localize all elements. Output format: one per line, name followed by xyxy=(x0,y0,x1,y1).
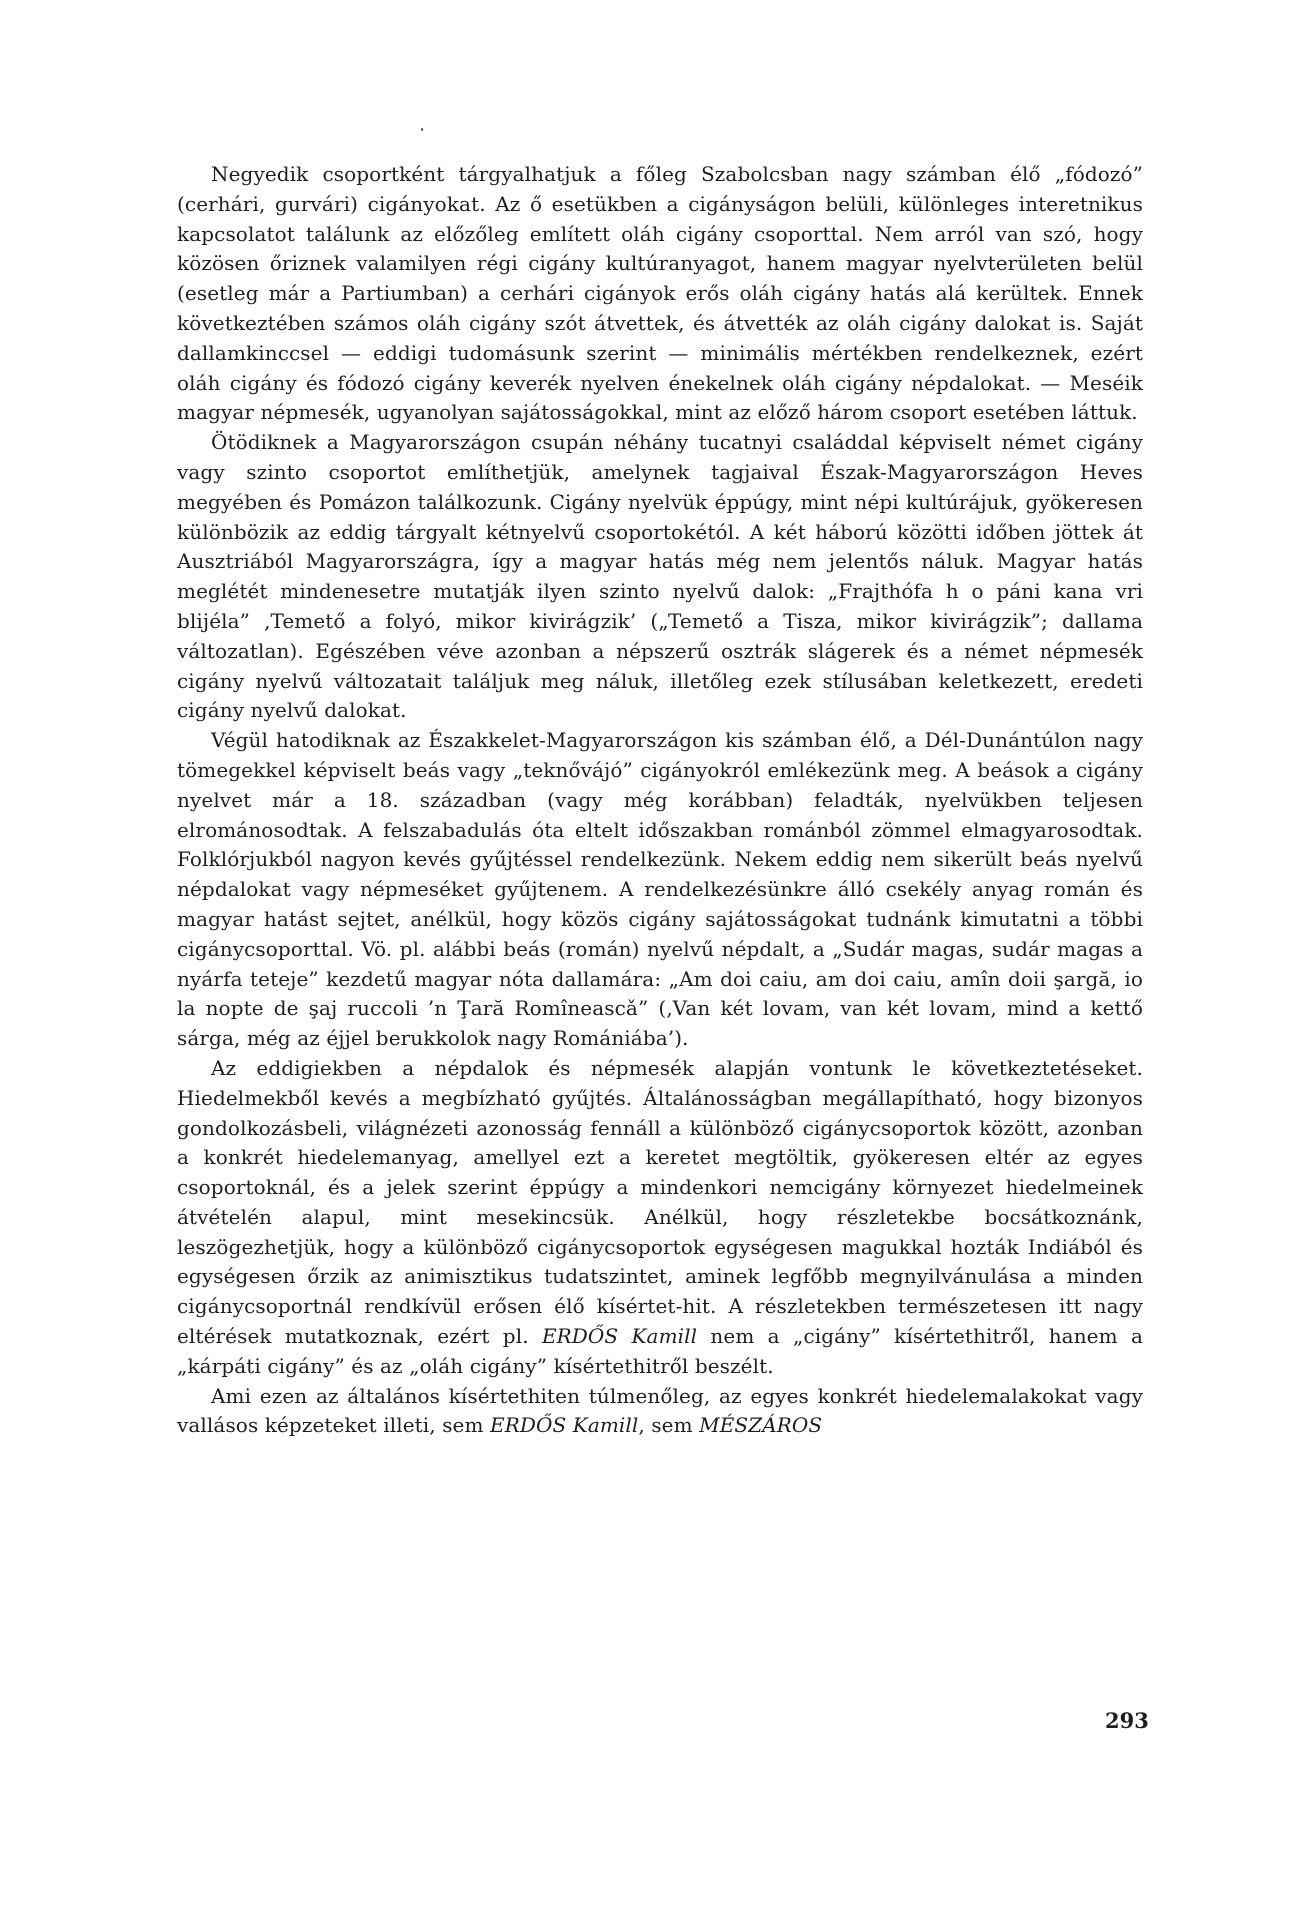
author-name-meszaros: MÉSZÁROS xyxy=(699,1413,823,1438)
author-name-erdos: ERDŐS Kamill xyxy=(541,1324,698,1349)
page-number: 293 xyxy=(1105,1708,1149,1733)
paragraph-4-tail: nem a „cigány” kísértethitről, hanem a „kárpáti cigány” és az „oláh cigány” kísértethitről beszélt. xyxy=(177,1324,1143,1378)
ink-speck xyxy=(421,128,423,131)
body-text xyxy=(177,160,1143,1441)
paragraph-4-text: Az eddigiekben a népdalok és népmesék alapján vontunk le következtetéseket. Hiedelmekből kevés a megbízható gyűjtés. Általánosságban megállapítható, hogy bizonyos gondolkozásbeli, világnézeti azonosság fennáll a különböző cigánycsoportok között, azonban a konkrét hiedelemanyag, amellyel ezt a keretet megtöltik, gyökeresen eltér az egyes csoportoknál, és a jelek szerint éppúgy a mindenkori nemcigány környezet hiedelmeinek átvételén alapul, mint mesekincsük. Anélkül, hogy részletekbe bocsátkoznánk, leszögezhetjük, hogy a különböző cigánycsoportok egységesen magukkal hozták Indiából és egységesen őrzik az animisztikus tudatszintet, aminek legfőbb megnyilvánulása a minden cigánycsoportnál rendkívül erősen élő kísértet-hit. A részletekben természetesen itt nagy eltérések mutatkoznak, ezért pl. xyxy=(177,1055,1143,1349)
paragraph-4 xyxy=(177,1054,1143,1382)
author-name-erdos: ERDŐS Kamill xyxy=(490,1413,639,1438)
paragraph-3: Végül hatodiknak az Északkelet-Magyarországon kis számban élő, a Dél-Dunántúlon nagy tömegekkel képviselt beás vagy „teknővájó” cigányokról emlékezünk meg. A beások a cigány nyelvet már a 18. században (vagy még korábban) feladták, nyelvükben teljesen elrománosodtak. A felszabadulás óta eltelt időszakban románból zömmel elmagyarosodtak. Folklórjukból nagyon kevés gyűjtéssel rendelkezünk. Nekem eddig nem sikerült beás nyelvű népdalokat vagy népmeséket gyűjtenem. A rendelkezésünkre álló csekély anyag román és magyar hatást sejtet, anélkül, hogy közös cigány sajátosságokat tudnánk kimutatni a többi cigánycsoporttal. Vö. pl. alábbi beás (román) nyelvű népdalt, a „Sudár magas, sudár magas a nyárfa teteje” kezdetű magyar nóta dallamára: „Am doi caiu, am doi caiu, amîn doii şargă, io la nopte de şaj ruccoli ’n Ţară Romîneascǎ” (‚Van két lovam, van két lovam, mind a kettő sárga, még az éjjel berukkolok nagy Romániába’). xyxy=(177,728,1143,1051)
paragraph-5-joiner: , sem xyxy=(638,1413,693,1438)
paragraph-2: Ötödiknek a Magyarországon csupán néhány tucatnyi családdal képviselt német cigány vagy szinto csoportot említhetjük, amelynek tagjaival Észak-Magyarországon Heves megyében és Pomázon találkozunk. Cigány nyelvük éppúgy, mint népi kultúrájuk, gyökeresen különbözik az eddig tárgyalt kétnyelvű csoportokétól. A két háború közötti időben jöttek át Ausztriából Magyarországra, így a magyar hatás még nem jelentős náluk. Magyar hatás meglétét mindenesetre mutatják ilyen szinto nyelvű dalok: „Frajthófa h o páni kana vri blijéla” ‚Temető a folyó, mikor kivirágzik’ („Temető a Tisza, mikor kivirágzik”; dallama változatlan). Egészében véve azonban a népszerű osztrák slágerek és a német népmesék cigány nyelvű változatait találjuk meg náluk, illetőleg ezek stílusában keletkezett, eredeti cigány nyelvű dalokat. xyxy=(177,430,1143,723)
paragraph-5-text: Ami ezen az általános kísértethiten túlmenőleg, az egyes konkrét hiedelemalakokat vagy vallásos képzeteket illeti, sem xyxy=(177,1383,1143,1438)
paragraph-1: Negyedik csoportként tárgyalhatjuk a főleg Szabolcsban nagy számban élő „fódozó” (cerhári, gurvári) cigányokat. Az ő esetükben a cigányságon belüli, különleges interetnikus kapcsolatot találunk az előzőleg említett oláh cigány csoporttal. Nem arról van szó, hogy közösen őriznek valamilyen régi cigány kultúranyagot, hanem magyar nyelvterületen belül (esetleg már a Partiumban) a cerhári cigányok erős oláh cigány hatás alá kerültek. Ennek következtében számos oláh cigány szót átvettek, és átvették az oláh cigány dalokat is. Saját dallamkinccsel — eddigi tudomásunk szerint — minimális mértékben rendelkeznek, ezért oláh cigány és fódozó cigány keverék nyelven énekelnek oláh cigány népdalokat. — Meséik magyar népmesék, ugyanolyan sajátosságokkal, mint az előző három csoport esetében láttuk. xyxy=(177,162,1143,425)
paragraph-5 xyxy=(177,1382,1143,1442)
